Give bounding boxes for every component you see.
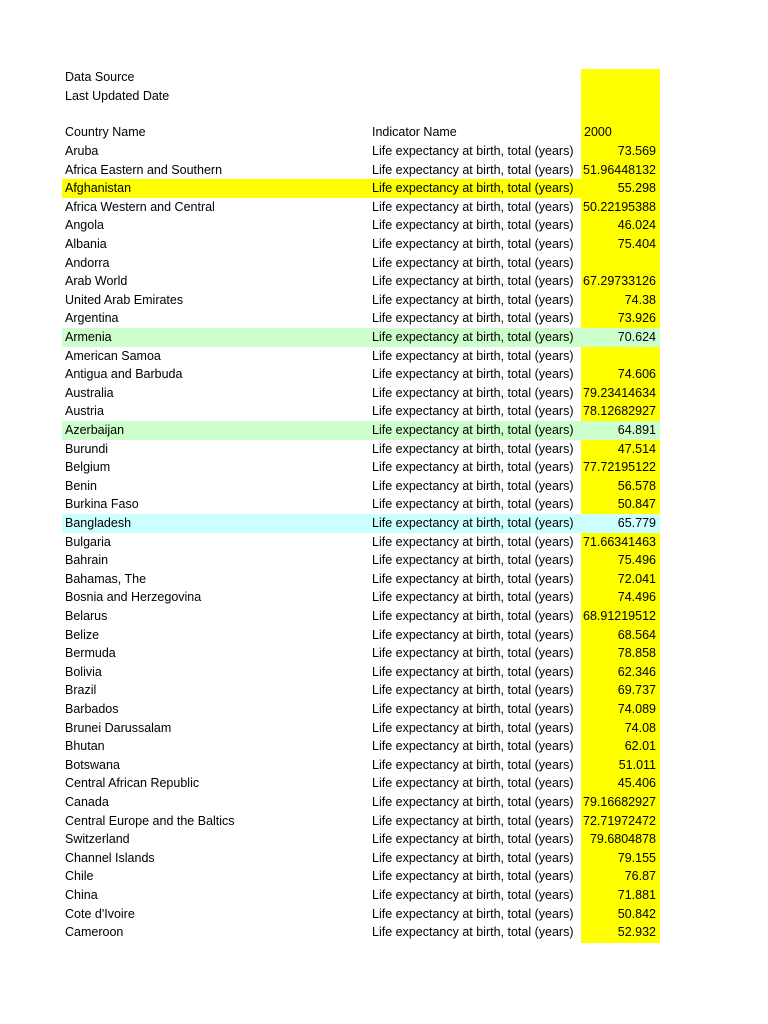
indicator-name-cell: Life expectancy at birth, total (years) [372, 274, 574, 289]
table-row [65, 681, 660, 700]
country-name-cell: American Samoa [65, 348, 161, 363]
year-value-cell: 71.881 [617, 888, 656, 902]
country-name-cell: Canada [65, 795, 109, 809]
year-value-cell: 79.6804878 [589, 832, 656, 847]
data-source-label: Data Source [65, 70, 135, 84]
country-name-cell: Bulgaria [65, 534, 111, 549]
country-name-cell: Africa Western and Central [65, 199, 215, 214]
table-row [65, 867, 660, 886]
table-row [65, 495, 660, 514]
table-row [62, 328, 660, 347]
country-name-cell: Brunei Darussalam [65, 720, 172, 735]
year-value-cell: 75.404 [617, 237, 656, 251]
indicator-name-cell: Life expectancy at birth, total (years) [372, 255, 574, 270]
year-value-cell: 73.569 [617, 144, 656, 158]
table-row [65, 272, 660, 291]
country-name-cell: Botswana [65, 757, 120, 772]
table-row [65, 142, 660, 161]
table-row [65, 793, 660, 812]
indicator-name-cell: Life expectancy at birth, total (years) [372, 627, 574, 642]
country-name-cell: Bahrain [65, 553, 109, 568]
year-value-cell: 45.406 [617, 776, 656, 791]
country-name-cell: Brazil [65, 683, 97, 698]
table-row [65, 161, 660, 180]
year-value-cell: 64.891 [617, 423, 656, 437]
year-value-cell: 65.779 [617, 516, 656, 530]
table-row [65, 849, 660, 868]
table-row [65, 737, 660, 756]
table-row [65, 402, 660, 421]
indicator-name-cell: Life expectancy at birth, total (years) [372, 888, 574, 902]
table-row [65, 626, 660, 645]
year-value-cell: 78.858 [617, 646, 656, 661]
country-name-cell: Bosnia and Herzegovina [65, 590, 202, 605]
indicator-name-cell: Life expectancy at birth, total (years) [372, 385, 574, 400]
country-name-cell: Austria [65, 404, 104, 419]
country-name-cell: Armenia [65, 330, 112, 344]
table-row [65, 905, 660, 924]
table-row [65, 719, 660, 738]
year-value-cell: 50.842 [617, 906, 656, 921]
indicator-name-cell: Life expectancy at birth, total (years) [372, 423, 574, 437]
last-updated-label: Last Updated Date [65, 89, 170, 103]
table-row [65, 216, 660, 235]
table-row [65, 458, 660, 477]
indicator-name-cell: Life expectancy at birth, total (years) [372, 534, 574, 549]
indicator-name-cell: Life expectancy at birth, total (years) [372, 404, 574, 419]
year-value-cell: 75.496 [617, 553, 656, 568]
indicator-name-cell: Life expectancy at birth, total (years) [372, 795, 574, 809]
country-name-header: Country Name [65, 125, 146, 139]
table-row [65, 254, 660, 273]
year-value-cell: 62.346 [617, 664, 656, 679]
indicator-name-cell: Life expectancy at birth, total (years) [372, 664, 574, 679]
table-row [62, 179, 660, 198]
table-row [65, 700, 660, 719]
country-name-cell: Bahamas, The [65, 571, 147, 586]
country-name-cell: Arab World [65, 274, 128, 289]
indicator-name-cell: Life expectancy at birth, total (years) [372, 590, 574, 605]
year-value-cell: 68.564 [617, 627, 656, 642]
indicator-name-cell: Life expectancy at birth, total (years) [372, 237, 574, 251]
table-row [65, 830, 660, 849]
indicator-name-cell: Life expectancy at birth, total (years) [372, 497, 574, 512]
year-value-cell: 74.08 [624, 720, 656, 735]
year-value-cell: 62.01 [624, 739, 656, 754]
country-name-cell: China [65, 888, 98, 902]
indicator-name-cell: Life expectancy at birth, total (years) [372, 460, 574, 475]
year-value-cell: 70.624 [617, 330, 656, 344]
indicator-name-cell: Life expectancy at birth, total (years) [372, 776, 574, 791]
indicator-name-cell: Life expectancy at birth, total (years) [372, 181, 574, 196]
country-name-cell: Antigua and Barbuda [65, 367, 183, 382]
year-value-cell: 55.298 [617, 181, 656, 196]
indicator-name-header: Indicator Name [372, 125, 457, 139]
country-name-cell: Central African Republic [65, 776, 200, 791]
indicator-name-cell: Life expectancy at birth, total (years) [372, 441, 574, 456]
table-row [65, 644, 660, 663]
indicator-name-cell: Life expectancy at birth, total (years) [372, 757, 574, 772]
country-name-cell: Afghanistan [65, 181, 132, 196]
indicator-name-cell: Life expectancy at birth, total (years) [372, 199, 574, 214]
year-value-cell: 51.96448132 [583, 162, 656, 177]
indicator-name-cell: Life expectancy at birth, total (years) [372, 144, 574, 158]
indicator-name-cell: Life expectancy at birth, total (years) [372, 702, 574, 716]
country-name-cell: Argentina [65, 311, 119, 326]
country-name-cell: Bhutan [65, 739, 105, 754]
year-header: 2000 [584, 125, 612, 139]
indicator-name-cell: Life expectancy at birth, total (years) [372, 348, 574, 363]
table-row [65, 551, 660, 570]
table-row [65, 309, 660, 328]
table-row [65, 774, 660, 793]
year-value-cell: 74.606 [617, 367, 656, 382]
indicator-name-cell: Life expectancy at birth, total (years) [372, 906, 574, 921]
year-value-cell: 52.932 [617, 925, 656, 940]
year-value-cell: 50.847 [617, 497, 656, 512]
country-name-cell: Switzerland [65, 832, 130, 847]
country-name-cell: Andorra [65, 255, 110, 270]
year-value-cell: 56.578 [617, 478, 656, 493]
table-row [65, 570, 660, 589]
country-name-cell: Chile [65, 869, 94, 884]
year-value-cell: 72.71972472 [583, 813, 656, 828]
year-value-cell: 69.737 [617, 683, 656, 698]
indicator-name-cell: Life expectancy at birth, total (years) [372, 609, 574, 623]
country-name-cell: Burundi [65, 441, 109, 456]
country-name-cell: Belize [65, 627, 100, 642]
country-name-cell: Belgium [65, 460, 111, 475]
indicator-name-cell: Life expectancy at birth, total (years) [372, 292, 574, 307]
indicator-name-cell: Life expectancy at birth, total (years) [372, 330, 574, 344]
indicator-name-cell: Life expectancy at birth, total (years) [372, 720, 574, 735]
country-name-cell: Bolivia [65, 664, 102, 679]
country-name-cell: Burkina Faso [65, 497, 139, 512]
indicator-name-cell: Life expectancy at birth, total (years) [372, 646, 574, 661]
country-name-cell: Central Europe and the Baltics [65, 813, 235, 828]
table-row [62, 421, 660, 440]
year-value-cell: 47.514 [617, 441, 656, 456]
indicator-name-cell: Life expectancy at birth, total (years) [372, 311, 574, 326]
year-value-cell: 79.23414634 [583, 385, 656, 400]
country-name-cell: Albania [65, 237, 107, 251]
table-row [65, 812, 660, 831]
table-row [65, 365, 660, 384]
table-row [65, 440, 660, 459]
country-name-cell: Cameroon [65, 925, 124, 940]
table-row [65, 477, 660, 496]
indicator-name-cell: Life expectancy at birth, total (years) [372, 683, 574, 698]
year-value-cell: 46.024 [617, 218, 656, 233]
indicator-name-cell: Life expectancy at birth, total (years) [372, 850, 574, 865]
year-value-cell: 74.496 [617, 590, 656, 605]
indicator-name-cell: Life expectancy at birth, total (years) [372, 739, 574, 754]
indicator-name-cell: Life expectancy at birth, total (years) [372, 813, 574, 828]
indicator-name-cell: Life expectancy at birth, total (years) [372, 832, 574, 847]
year-value-cell: 78.12682927 [583, 404, 656, 419]
table-header-row [65, 123, 660, 142]
table-row [65, 291, 660, 310]
year-value-cell: 79.155 [617, 850, 656, 865]
indicator-name-cell: Life expectancy at birth, total (years) [372, 553, 574, 568]
indicator-name-cell: Life expectancy at birth, total (years) [372, 367, 574, 382]
indicator-name-cell: Life expectancy at birth, total (years) [372, 218, 574, 233]
table-row [62, 514, 660, 533]
country-name-cell: Australia [65, 385, 114, 400]
indicator-name-cell: Life expectancy at birth, total (years) [372, 516, 574, 530]
country-name-cell: Belarus [65, 609, 108, 623]
table-row [65, 588, 660, 607]
country-name-cell: Cote d'Ivoire [65, 906, 135, 921]
country-name-cell: United Arab Emirates [65, 292, 184, 307]
table-row [65, 663, 660, 682]
year-value-cell: 79.16682927 [583, 795, 656, 809]
indicator-name-cell: Life expectancy at birth, total (years) [372, 478, 574, 493]
table-row [65, 533, 660, 552]
year-value-cell: 68.91219512 [583, 609, 656, 623]
year-value-cell: 67.29733126 [583, 274, 656, 289]
country-name-cell: Aruba [65, 144, 99, 158]
country-name-cell: Angola [65, 218, 104, 233]
table-row [65, 756, 660, 775]
indicator-name-cell: Life expectancy at birth, total (years) [372, 925, 574, 940]
table-row [65, 607, 660, 626]
year-value-cell: 51.011 [618, 757, 656, 772]
year-value-cell: 50.22195388 [583, 199, 656, 214]
table-row [65, 235, 660, 254]
indicator-name-cell: Life expectancy at birth, total (years) [372, 869, 574, 884]
country-name-cell: Bermuda [65, 646, 116, 661]
table-row [65, 886, 660, 905]
table-row [65, 923, 660, 942]
country-name-cell: Azerbaijan [65, 423, 125, 437]
year-value-cell: 73.926 [617, 311, 656, 326]
table-row [65, 384, 660, 403]
table-row [65, 198, 660, 217]
country-name-cell: Benin [65, 478, 97, 493]
year-value-cell: 77.72195122 [583, 460, 656, 475]
year-value-cell: 71.66341463 [583, 534, 656, 549]
country-name-cell: Channel Islands [65, 850, 155, 865]
year-value-cell: 72.041 [617, 571, 656, 586]
table-row [65, 347, 660, 366]
indicator-name-cell: Life expectancy at birth, total (years) [372, 162, 574, 177]
country-name-cell: Bangladesh [65, 516, 132, 530]
year-value-cell: 76.87 [624, 869, 656, 884]
year-value-cell: 74.38 [624, 292, 656, 307]
country-name-cell: Barbados [65, 702, 119, 716]
year-value-cell: 74.089 [617, 702, 656, 716]
country-name-cell: Africa Eastern and Southern [65, 162, 223, 177]
indicator-name-cell: Life expectancy at birth, total (years) [372, 571, 574, 586]
